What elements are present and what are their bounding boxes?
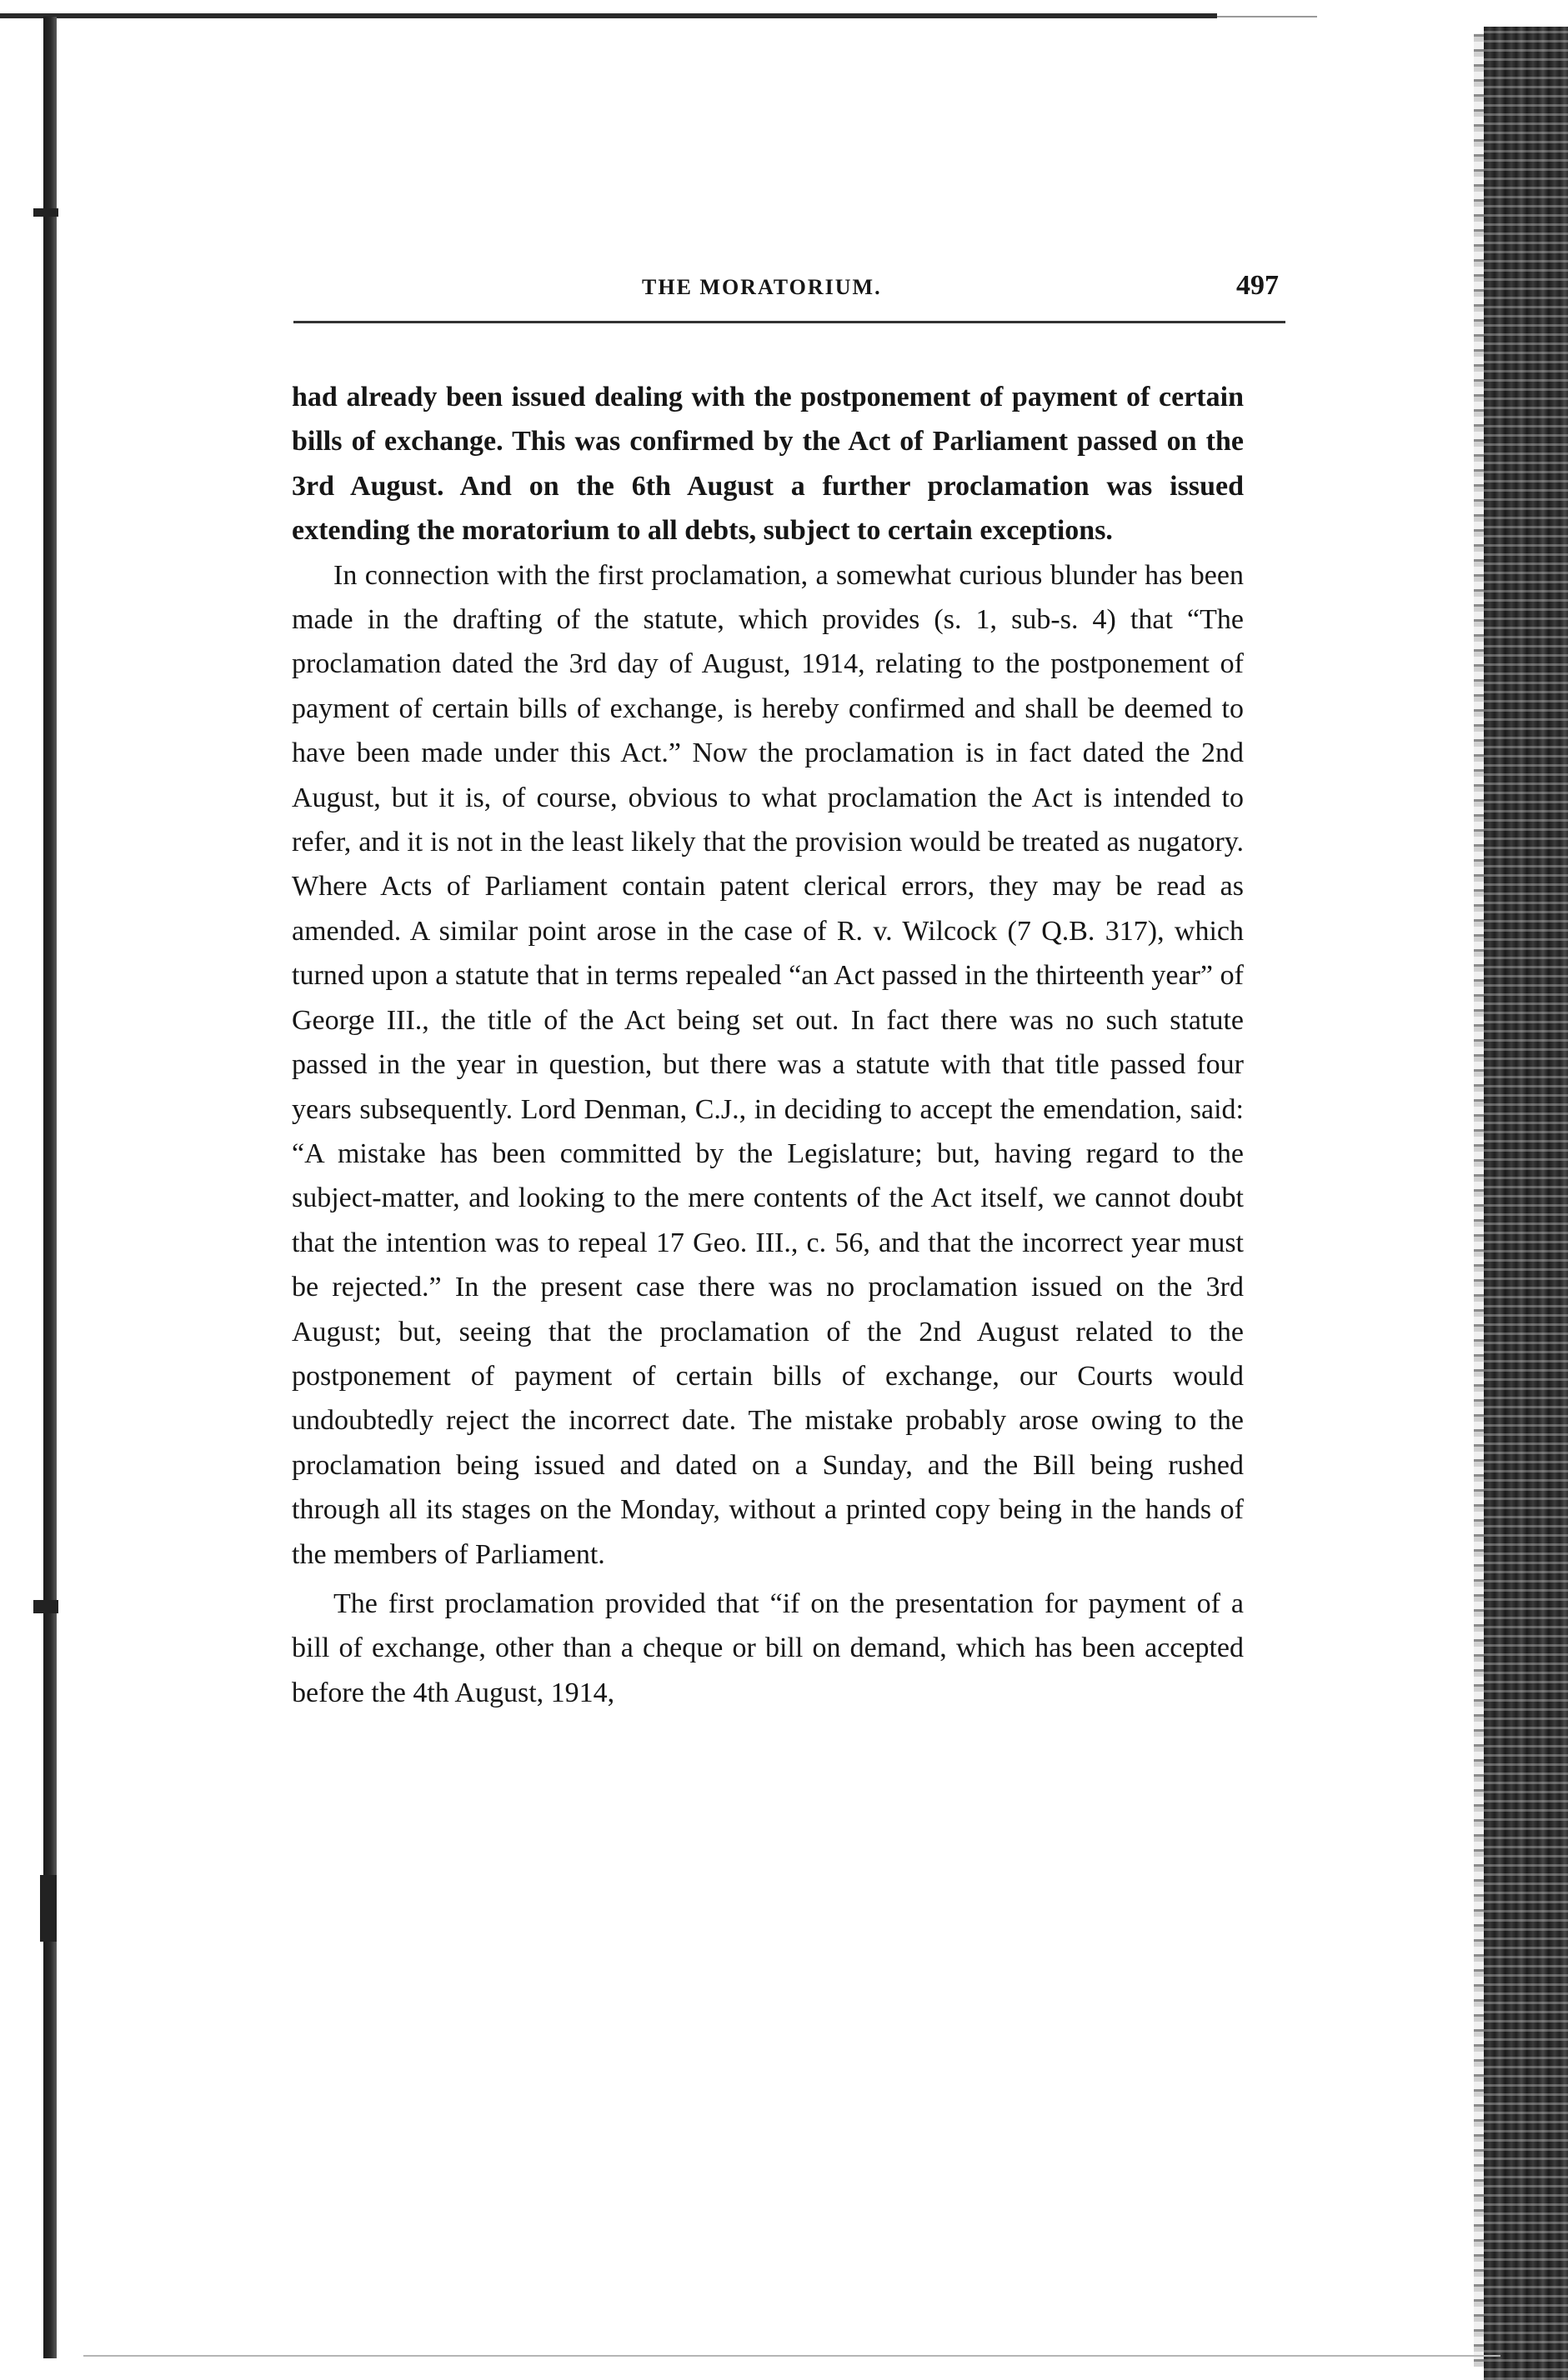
- paragraph-first-proclamation: The first proclamation provided that “if on the presentation for payment of a bill of exchange, other than a cheque or bill on demand, which has been accepted before the 4th August, 1914,: [292, 1588, 1244, 1708]
- scan-bottom-edge-line: [83, 2355, 1500, 2357]
- scan-right-dark-strip: [1484, 27, 1568, 2380]
- scan-left-binding-edge: [43, 17, 57, 2358]
- paragraph-continuation: had already been issued dealing with the postponement of payment of certain bills of exchange. This was confirmed by the Act of Parliament passed on the 3rd August. And on the 6th August a further proclamation was issued extending the moratorium to all debts, subject to certain exceptions.: [292, 382, 1244, 547]
- scan-top-edge-fade: [1217, 16, 1317, 18]
- body-text: [292, 375, 1244, 1715]
- running-title: THE MORATORIUM.: [642, 275, 882, 299]
- page-number: 497: [1236, 270, 1279, 301]
- paragraph-drafting-blunder: In connection with the first proclamation, a somewhat curious blunder has been made in the drafting of the statute, which provides (s. 1, sub-s. 4) that “The proclamation dated the 3rd day of August, 1914, relating to the postponement of payment of certain bills of exchange, is hereby confirmed and shall be deemed to have been made under this Act.” Now the proclamation is in fact dated the 2nd August, but it is, of course, obvious to what proclamation the Act is intended to refer, and it is not in the least likely that the provision would be treated as nugatory. Where Acts of Parliament contain patent clerical errors, they may be read as amended. A similar point arose in the case of R. v. Wilcock (7 Q.B. 317), which turned upon a statute that in terms repealed “an Act passed in the thirteenth year” of George III., the title of the Act being set out. In fact there was no such statute passed in the year in question, but there was a statute with that title passed four years subsequently. Lord Denman, C.J., in deciding to accept the emendation, said: “A mistake has been committed by the Legislature; but, having regard to the subject-matter, and looking to the mere contents of the Act itself, we cannot doubt that the intention was to repeal 17 Geo. III., c. 56, and that the incorrect year must be rejected.” In the present case there was no proclamation issued on the 3rd August; but, seeing that the proclamation of the 2nd August related to the postponement of payment of certain bills of exchange, our Courts would undoubtedly reject the incorrect date. The mistake probably arose owing to the proclamation being issued and dated on a Sunday, and the Bill being rushed through all its stages on the Monday, without a printed copy being in the hands of the members of Parliament.: [292, 559, 1244, 1570]
- scan-left-mark: [33, 208, 58, 217]
- scan-left-mark: [33, 1600, 58, 1613]
- scan-top-edge-line: [0, 13, 1217, 18]
- scan-left-mark: [40, 1875, 57, 1942]
- header-rule: [293, 321, 1285, 323]
- page-header: [292, 265, 1284, 315]
